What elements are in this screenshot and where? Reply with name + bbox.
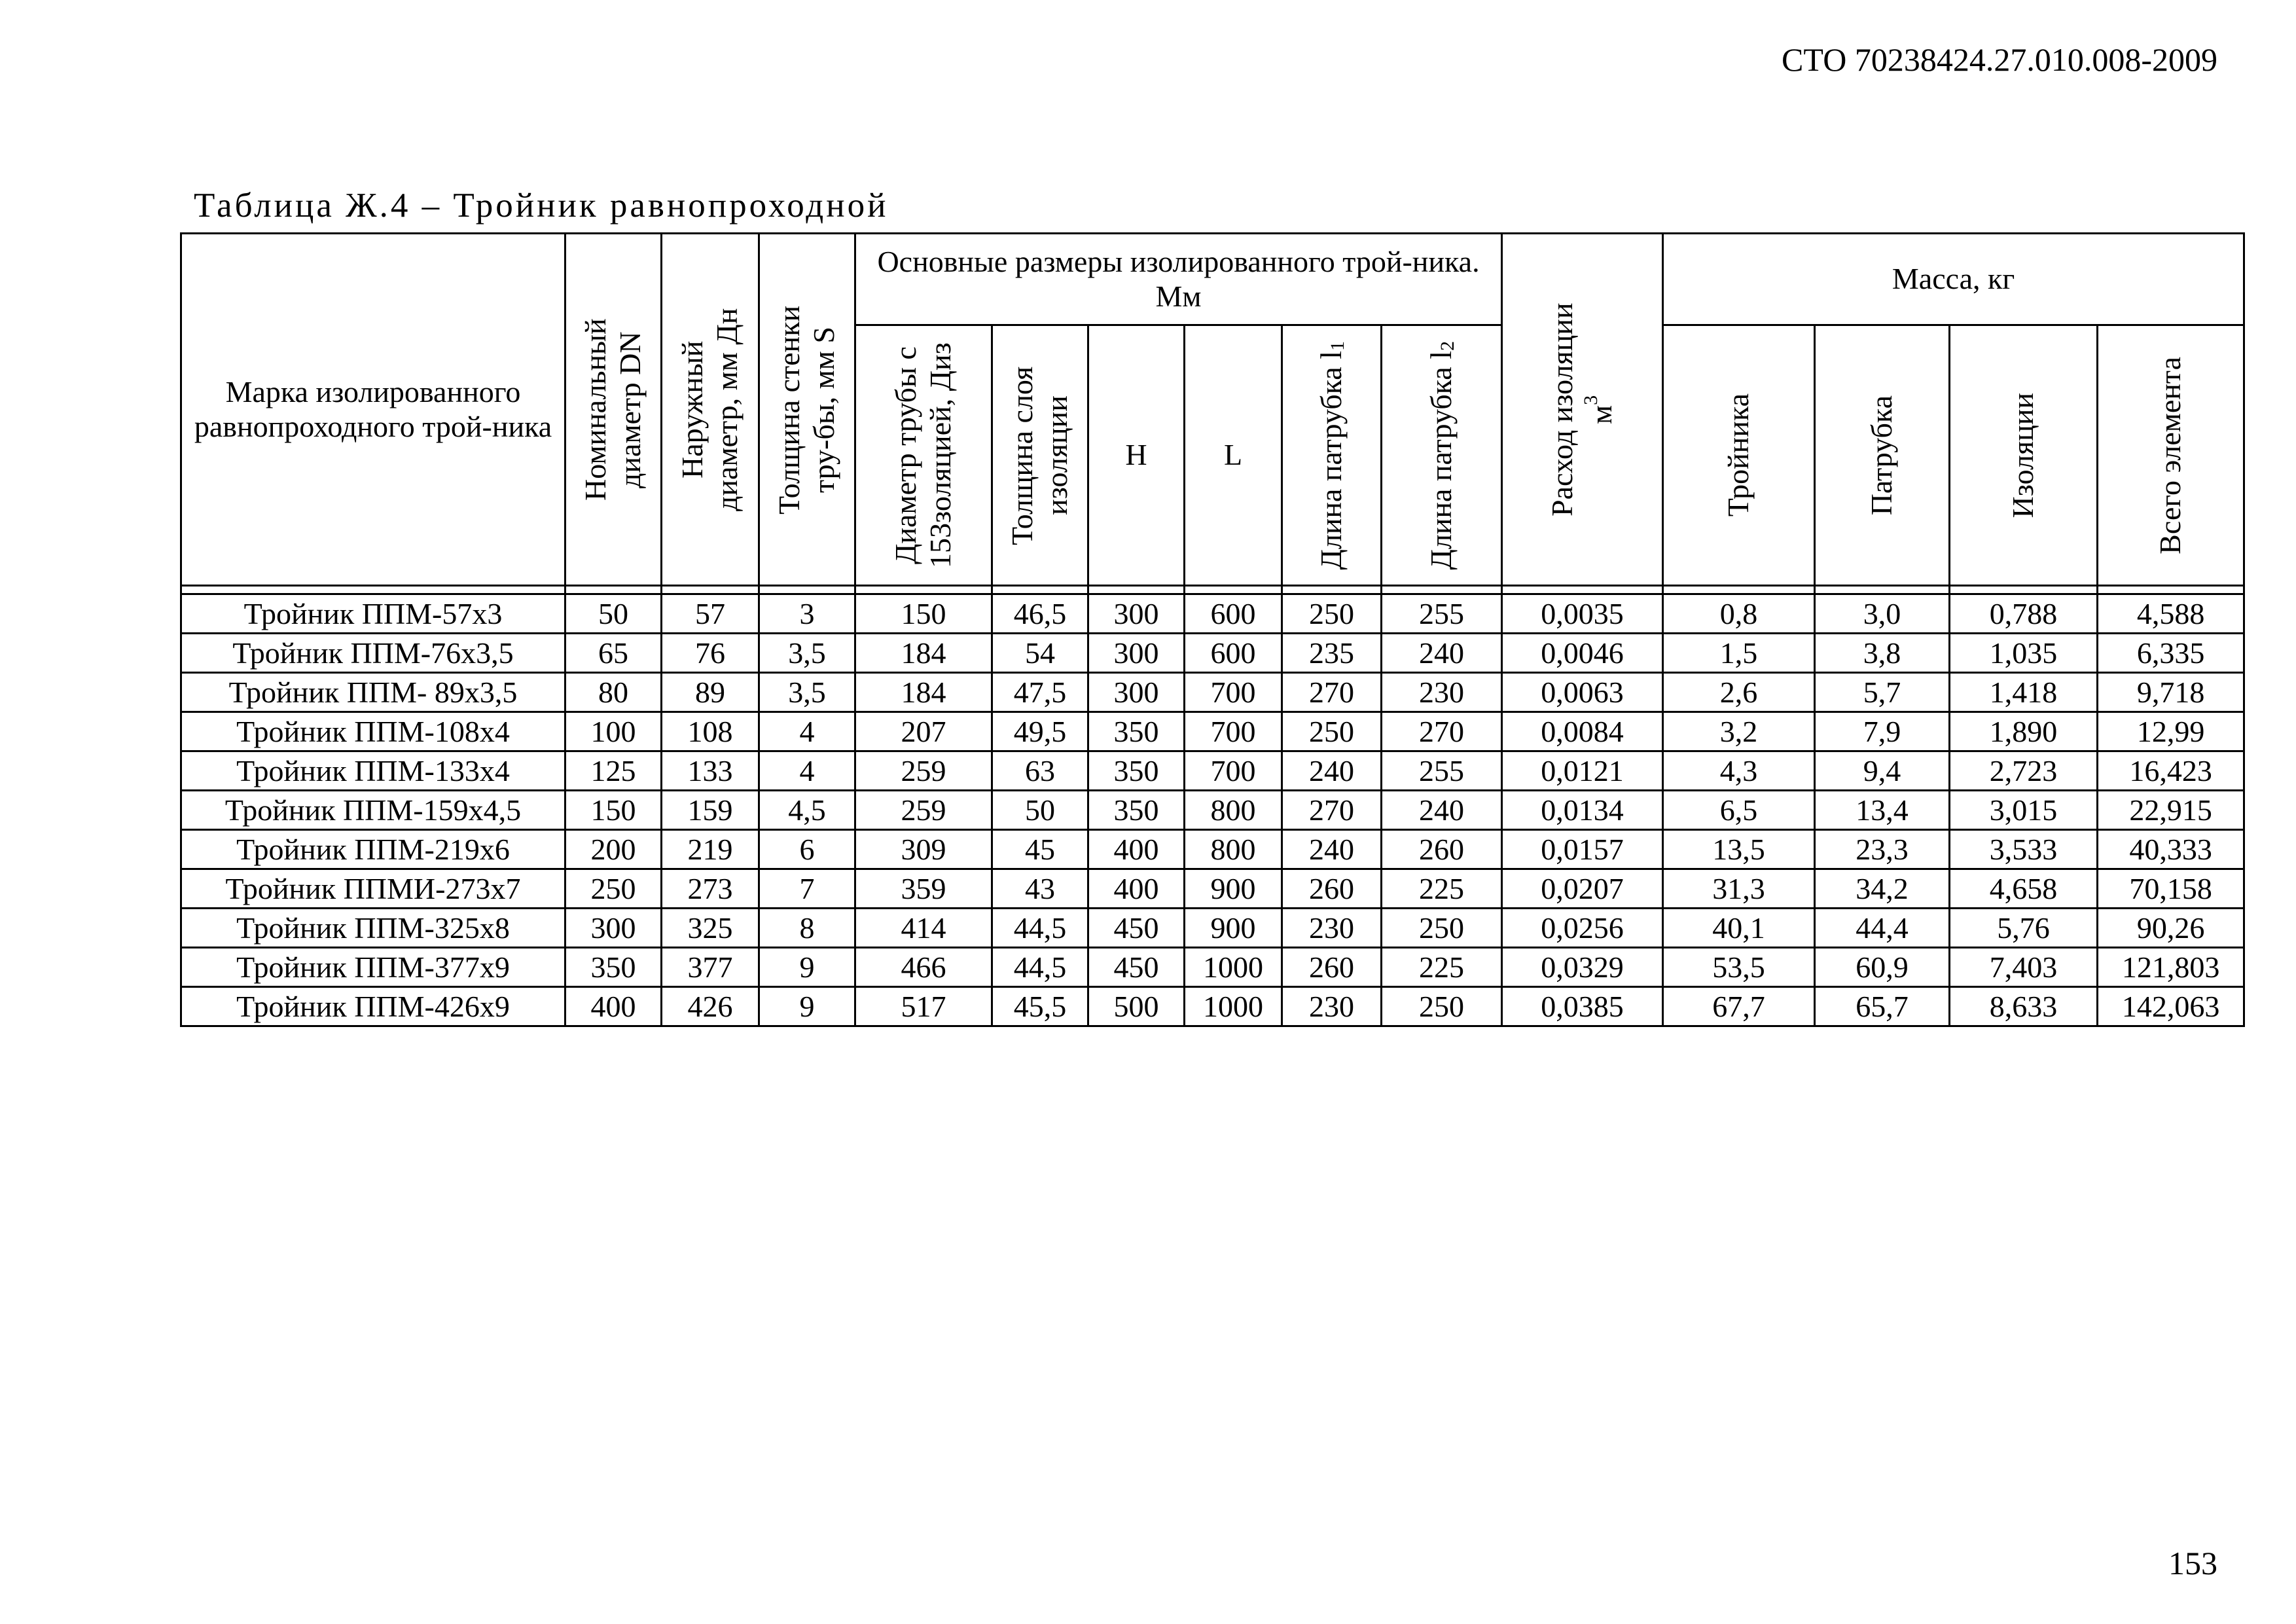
header-l1: Длина патрубка $l_1$	[1282, 325, 1382, 586]
table-cell: 8	[759, 909, 855, 948]
table-cell: 184	[855, 634, 992, 673]
table-cell: 5,76	[1950, 909, 2098, 948]
row-mark-cell: Тройник ППМ-108х4	[181, 712, 565, 751]
page-number: 153	[2168, 1545, 2217, 1581]
header-mass-insulation: Изоляции	[1950, 325, 2098, 586]
table-row	[181, 712, 2244, 751]
table-cell: 34,2	[1815, 869, 1950, 909]
table-cell: 500	[1088, 987, 1185, 1026]
table-cell: 300	[1088, 594, 1185, 634]
table-cell: 350	[1088, 751, 1185, 791]
table-cell: 4,5	[759, 791, 855, 830]
table-cell: 466	[855, 948, 992, 987]
table-cell: 3	[759, 594, 855, 634]
row-mark-cell: Тройник ППМ-76х3,5	[181, 634, 565, 673]
table-row	[181, 909, 2244, 948]
table-cell: 219	[662, 830, 759, 869]
table-cell: 4	[759, 712, 855, 751]
table-cell: 44,4	[1815, 909, 1950, 948]
table-cell: 350	[565, 948, 662, 987]
table-cell: 9	[759, 948, 855, 987]
table-cell: 0,8	[1663, 594, 1815, 634]
table-cell: 4	[759, 751, 855, 791]
table-cell: 121,803	[2098, 948, 2244, 987]
table-cell: 426	[662, 987, 759, 1026]
row-mark-cell: Тройник ППМ- 89х3,5	[181, 673, 565, 712]
table-cell: 184	[855, 673, 992, 712]
table-cell: 4,658	[1950, 869, 2098, 909]
table-cell: 150	[855, 594, 992, 634]
table-cell: 255	[1382, 751, 1502, 791]
table-cell: 517	[855, 987, 992, 1026]
table-cell: 270	[1282, 791, 1382, 830]
table-cell: 6	[759, 830, 855, 869]
table-cell: 133	[662, 751, 759, 791]
table-cell: 260	[1382, 830, 1502, 869]
table-cell: 89	[662, 673, 759, 712]
table-row	[181, 634, 2244, 673]
table-cell: 300	[1088, 634, 1185, 673]
table-cell: 31,3	[1663, 869, 1815, 909]
table-cell: 125	[565, 751, 662, 791]
table-cell: 600	[1185, 634, 1282, 673]
table-cell: 260	[1282, 869, 1382, 909]
table-row	[181, 987, 2244, 1026]
header-dh: Наружный диаметр, мм Дн	[662, 234, 759, 586]
header-insulation-thickness: Толщина слоя изоляции	[992, 325, 1088, 586]
row-mark-cell: Тройник ППМ-57х3	[181, 594, 565, 634]
table-cell: 350	[1088, 712, 1185, 751]
table-cell: 0,0084	[1502, 712, 1663, 751]
table-cell: 0,0385	[1502, 987, 1663, 1026]
table-cell: 270	[1282, 673, 1382, 712]
table-cell: 49,5	[992, 712, 1088, 751]
table-cell: 13,4	[1815, 791, 1950, 830]
table-cell: 50	[565, 594, 662, 634]
table-cell: 3,5	[759, 673, 855, 712]
row-mark-cell: Тройник ППМ-133х4	[181, 751, 565, 791]
table-cell: 2,6	[1663, 673, 1815, 712]
header-mass: Масса, кг	[1663, 234, 2244, 325]
table-cell: 1,5	[1663, 634, 1815, 673]
table-cell: 47,5	[992, 673, 1088, 712]
table-row	[181, 830, 2244, 869]
table-cell: 240	[1282, 751, 1382, 791]
table-cell: 159	[662, 791, 759, 830]
table-cell: 108	[662, 712, 759, 751]
table-cell: 12,99	[2098, 712, 2244, 751]
table-cell: 4,3	[1663, 751, 1815, 791]
table-cell: 240	[1282, 830, 1382, 869]
table-cell: 1,035	[1950, 634, 2098, 673]
table-cell: 450	[1088, 948, 1185, 987]
table-row	[181, 673, 2244, 712]
table-cell: 142,063	[2098, 987, 2244, 1026]
table-cell: 207	[855, 712, 992, 751]
table-cell: 900	[1185, 909, 1282, 948]
table-cell: 45,5	[992, 987, 1088, 1026]
header-dn: Номинальный диаметр DN	[565, 234, 662, 586]
table-cell: 250	[1382, 909, 1502, 948]
table-cell: 45	[992, 830, 1088, 869]
table-cell: 2,723	[1950, 751, 2098, 791]
table-cell: 63	[992, 751, 1088, 791]
table-cell: 6,5	[1663, 791, 1815, 830]
table-cell: 16,423	[2098, 751, 2244, 791]
table-cell: 40,333	[2098, 830, 2244, 869]
table-cell: 377	[662, 948, 759, 987]
table-cell: 400	[565, 987, 662, 1026]
table-cell: 0,0063	[1502, 673, 1663, 712]
table-cell: 13,5	[1663, 830, 1815, 869]
table-cell: 22,915	[2098, 791, 2244, 830]
row-mark-cell: Тройник ППМ-159х4,5	[181, 791, 565, 830]
table-cell: 3,0	[1815, 594, 1950, 634]
table-cell: 7,9	[1815, 712, 1950, 751]
table-cell: 57	[662, 594, 759, 634]
tee-dimensions-table	[180, 232, 2245, 1027]
table-cell: 700	[1185, 673, 1282, 712]
table-cell: 235	[1282, 634, 1382, 673]
table-cell: 4,588	[2098, 594, 2244, 634]
table-cell: 70,158	[2098, 869, 2244, 909]
document-code: СТО 70238424.27.010.008-2009	[1782, 41, 2217, 78]
table-cell: 0,788	[1950, 594, 2098, 634]
row-mark-cell: Тройник ППМ-219х6	[181, 830, 565, 869]
row-mark-cell: Тройник ППМ-325х8	[181, 909, 565, 948]
table-cell: 450	[1088, 909, 1185, 948]
table-cell: 90,26	[2098, 909, 2244, 948]
table-cell: 0,0035	[1502, 594, 1663, 634]
table-cell: 65,7	[1815, 987, 1950, 1026]
table-cell: 250	[1282, 712, 1382, 751]
header-l2: Длина патрубка $l_2$	[1382, 325, 1502, 586]
table-cell: 80	[565, 673, 662, 712]
table-cell: 273	[662, 869, 759, 909]
row-mark-cell: Тройник ППМ-377х9	[181, 948, 565, 987]
table-cell: 230	[1382, 673, 1502, 712]
table-cell: 9	[759, 987, 855, 1026]
table-cell: 7,403	[1950, 948, 2098, 987]
table-cell: 240	[1382, 791, 1502, 830]
table-cell: 1,418	[1950, 673, 2098, 712]
table-cell: 259	[855, 791, 992, 830]
table-row	[181, 751, 2244, 791]
table-cell: 240	[1382, 634, 1502, 673]
table-row	[181, 869, 2244, 909]
table-cell: 350	[1088, 791, 1185, 830]
table-cell: 8,633	[1950, 987, 2098, 1026]
header-mass-tee: Тройника	[1663, 325, 1815, 586]
header-separator	[181, 586, 2244, 594]
table-cell: 250	[565, 869, 662, 909]
table-cell: 65	[565, 634, 662, 673]
table-cell: 0,0329	[1502, 948, 1663, 987]
table-cell: 260	[1282, 948, 1382, 987]
table-cell: 9,4	[1815, 751, 1950, 791]
table-cell: 7	[759, 869, 855, 909]
table-cell: 5,7	[1815, 673, 1950, 712]
table-cell: 3,015	[1950, 791, 2098, 830]
table-cell: 400	[1088, 830, 1185, 869]
header-diz: Диаметр трубы с 153золяцией, Диз	[855, 325, 992, 586]
header-mass-total: Всего элемента	[2098, 325, 2244, 586]
table-cell: 270	[1382, 712, 1502, 751]
table-cell: 225	[1382, 948, 1502, 987]
table-cell: 414	[855, 909, 992, 948]
row-mark-cell: Тройник ППМ-426х9	[181, 987, 565, 1026]
table-cell: 23,3	[1815, 830, 1950, 869]
table-cell: 53,5	[1663, 948, 1815, 987]
table-cell: 40,1	[1663, 909, 1815, 948]
table-cell: 100	[565, 712, 662, 751]
table-row	[181, 948, 2244, 987]
table-cell: 0,0134	[1502, 791, 1663, 830]
table-cell: 3,5	[759, 634, 855, 673]
table-cell: 0,0121	[1502, 751, 1663, 791]
table-cell: 43	[992, 869, 1088, 909]
table-cell: 600	[1185, 594, 1282, 634]
table-cell: 50	[992, 791, 1088, 830]
table-cell: 44,5	[992, 909, 1088, 948]
table-cell: 250	[1382, 987, 1502, 1026]
table-cell: 3,8	[1815, 634, 1950, 673]
table-cell: 700	[1185, 712, 1282, 751]
header-wall-thickness: Толщина стенки тру-бы, мм S	[759, 234, 855, 586]
table-cell: 255	[1382, 594, 1502, 634]
table-cell: 60,9	[1815, 948, 1950, 987]
row-mark-cell: Тройник ППМИ-273х7	[181, 869, 565, 909]
table-cell: 230	[1282, 909, 1382, 948]
table-cell: 300	[1088, 673, 1185, 712]
table-cell: 325	[662, 909, 759, 948]
table-cell: 1,890	[1950, 712, 2098, 751]
table-row	[181, 791, 2244, 830]
table-cell: 0,0157	[1502, 830, 1663, 869]
table-cell: 0,0256	[1502, 909, 1663, 948]
table-cell: 3,2	[1663, 712, 1815, 751]
table-cell: 46,5	[992, 594, 1088, 634]
table-cell: 400	[1088, 869, 1185, 909]
table-cell: 800	[1185, 830, 1282, 869]
table-cell: 6,335	[2098, 634, 2244, 673]
table-cell: 225	[1382, 869, 1502, 909]
header-insulation-consumption: Расход изоляции $м^3$	[1502, 234, 1663, 586]
table-cell: 700	[1185, 751, 1282, 791]
table-cell: 9,718	[2098, 673, 2244, 712]
table-cell: 300	[565, 909, 662, 948]
table-cell: 3,533	[1950, 830, 2098, 869]
header-mass-branch: Патрубка	[1815, 325, 1950, 586]
table-cell: 76	[662, 634, 759, 673]
table-cell: 900	[1185, 869, 1282, 909]
table-cell: 309	[855, 830, 992, 869]
table-cell: 259	[855, 751, 992, 791]
header-mark: Марка изолированного равнопроходного трой-ника	[181, 234, 565, 586]
header-h: H	[1088, 325, 1185, 586]
table-cell: 0,0207	[1502, 869, 1663, 909]
table-cell: 1000	[1185, 987, 1282, 1026]
table-cell: 54	[992, 634, 1088, 673]
table-cell: 0,0046	[1502, 634, 1663, 673]
table-cell: 800	[1185, 791, 1282, 830]
table-cell: 359	[855, 869, 992, 909]
table-row	[181, 594, 2244, 634]
table-cell: 67,7	[1663, 987, 1815, 1026]
header-main-dimensions: Основные размеры изолированного трой-ника. Мм	[855, 234, 1502, 325]
table-cell: 200	[565, 830, 662, 869]
table-cell: 150	[565, 791, 662, 830]
header-l: L	[1185, 325, 1282, 586]
table-cell: 44,5	[992, 948, 1088, 987]
table-cell: 230	[1282, 987, 1382, 1026]
table-caption: Таблица Ж.4 – Тройник равнопроходной	[194, 187, 889, 225]
table-cell: 1000	[1185, 948, 1282, 987]
table-cell: 250	[1282, 594, 1382, 634]
